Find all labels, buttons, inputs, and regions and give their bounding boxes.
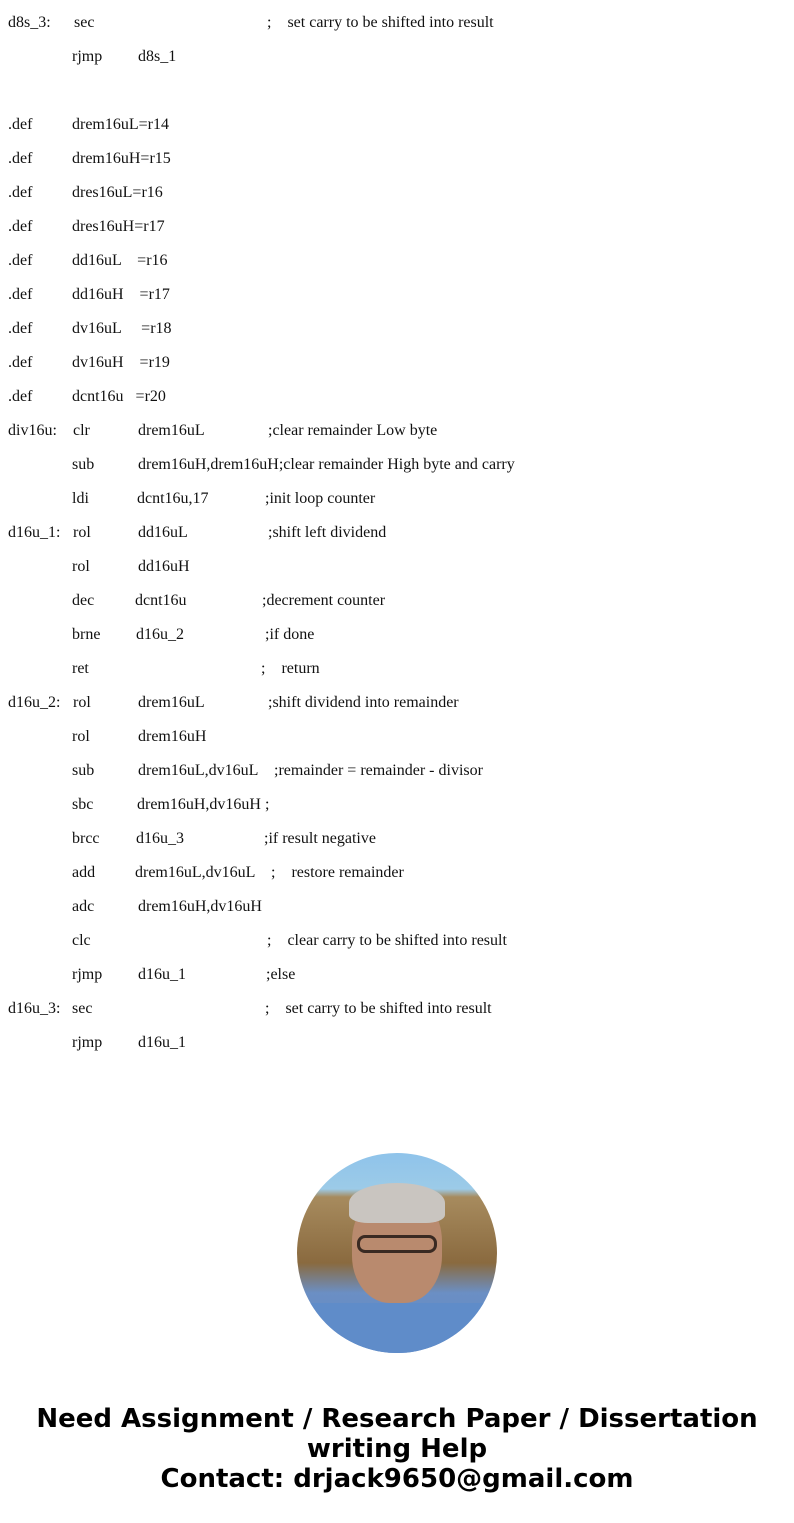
- author-photo: [297, 1153, 497, 1353]
- code-instruction: add: [72, 864, 96, 881]
- code-instruction: dec: [72, 592, 95, 609]
- code-label: .def: [8, 218, 33, 235]
- code-instruction: rol: [73, 524, 91, 541]
- code-label: .def: [8, 116, 33, 133]
- code-comment: ;if result negative: [264, 830, 376, 847]
- code-comment: ;clear remainder Low byte: [268, 422, 438, 439]
- code-operand: drem16uH: [138, 728, 207, 745]
- code-comment: ; clear carry to be shifted into result: [267, 932, 507, 949]
- code-instruction: dd16uH =r17: [72, 286, 170, 303]
- code-operand: dcnt16u,17: [137, 490, 209, 507]
- code-instruction: drem16uL=r14: [72, 116, 169, 133]
- code-comment: ;else: [266, 966, 296, 983]
- code-instruction: brne: [72, 626, 101, 643]
- footer-line-2: writing Help: [306, 1434, 488, 1464]
- code-instruction: rjmp: [72, 48, 103, 65]
- code-operand: dd16uH: [138, 558, 190, 575]
- code-comment: ;shift left dividend: [268, 524, 387, 541]
- footer-line-1: Need Assignment / Research Paper / Dissertation: [36, 1404, 758, 1434]
- code-label: .def: [8, 252, 33, 269]
- code-operand: d16u_2: [136, 626, 184, 643]
- code-comment: ;if done: [265, 626, 315, 643]
- code-instruction: ldi: [72, 490, 89, 507]
- code-instruction: sec: [72, 1000, 93, 1017]
- code-instruction: dv16uL =r18: [72, 320, 172, 337]
- code-instruction: rol: [72, 728, 90, 745]
- hair: [349, 1183, 445, 1223]
- code-instruction: sec: [74, 14, 95, 31]
- code-operand: drem16uL,dv16uL: [135, 864, 256, 881]
- code-operand: d16u_3: [136, 830, 184, 847]
- code-instruction: dd16uL =r16: [72, 252, 168, 269]
- code-instruction: dcnt16u =r20: [72, 388, 166, 405]
- glasses: [357, 1235, 437, 1253]
- code-operand: drem16uH,dv16uH: [138, 898, 262, 915]
- code-label: d16u_3:: [8, 1000, 61, 1017]
- code-comment: ;shift dividend into remainder: [268, 694, 459, 711]
- code-instruction: dres16uL=r16: [72, 184, 163, 201]
- footer-contact: Contact: drjack9650@gmail.com: [160, 1464, 634, 1494]
- code-instruction: sbc: [72, 796, 94, 813]
- code-operand: drem16uL: [138, 422, 205, 439]
- code-instruction: sub: [72, 762, 95, 779]
- code-operand: d16u_1: [138, 1034, 186, 1051]
- shirt: [297, 1303, 497, 1353]
- code-label: .def: [8, 184, 33, 201]
- code-label: .def: [8, 320, 33, 337]
- code-comment: ; set carry to be shifted into result: [267, 14, 494, 31]
- code-label: d8s_3:: [8, 14, 51, 31]
- code-operand: dcnt16u: [135, 592, 187, 609]
- code-operand: d8s_1: [138, 48, 177, 65]
- code-label: d16u_1:: [8, 524, 61, 541]
- code-instruction: sub: [72, 456, 95, 473]
- code-comment: ;decrement counter: [262, 592, 386, 609]
- code-label: .def: [8, 150, 33, 167]
- code-instruction: ret: [72, 660, 89, 677]
- code-comment: ; return: [261, 660, 320, 677]
- code-operand: drem16uL,dv16uL: [138, 762, 259, 779]
- code-operand: drem16uH,drem16uH;clear remainder High byte and carry: [138, 456, 515, 473]
- code-operand: drem16uH,dv16uH ;: [137, 796, 270, 813]
- code-instruction: rjmp: [72, 966, 103, 983]
- code-instruction: rjmp: [72, 1034, 103, 1051]
- code-comment: ; set carry to be shifted into result: [265, 1000, 492, 1017]
- code-operand: drem16uL: [138, 694, 205, 711]
- code-operand: dd16uL: [138, 524, 188, 541]
- code-instruction: rol: [73, 694, 91, 711]
- code-label: div16u:: [8, 422, 57, 439]
- code-instruction: drem16uH=r15: [72, 150, 171, 167]
- code-comment: ;remainder = remainder - divisor: [274, 762, 483, 779]
- code-instruction: brcc: [72, 830, 100, 847]
- code-label: .def: [8, 286, 33, 303]
- code-comment: ; restore remainder: [271, 864, 404, 881]
- code-instruction: dv16uH =r19: [72, 354, 170, 371]
- code-instruction: clc: [72, 932, 91, 949]
- code-comment: ;init loop counter: [265, 490, 376, 507]
- code-operand: d16u_1: [138, 966, 186, 983]
- code-instruction: clr: [73, 422, 90, 439]
- code-label: .def: [8, 388, 33, 405]
- code-label: .def: [8, 354, 33, 371]
- code-instruction: dres16uH=r17: [72, 218, 165, 235]
- code-instruction: adc: [72, 898, 95, 915]
- code-label: d16u_2:: [8, 694, 61, 711]
- code-instruction: rol: [72, 558, 90, 575]
